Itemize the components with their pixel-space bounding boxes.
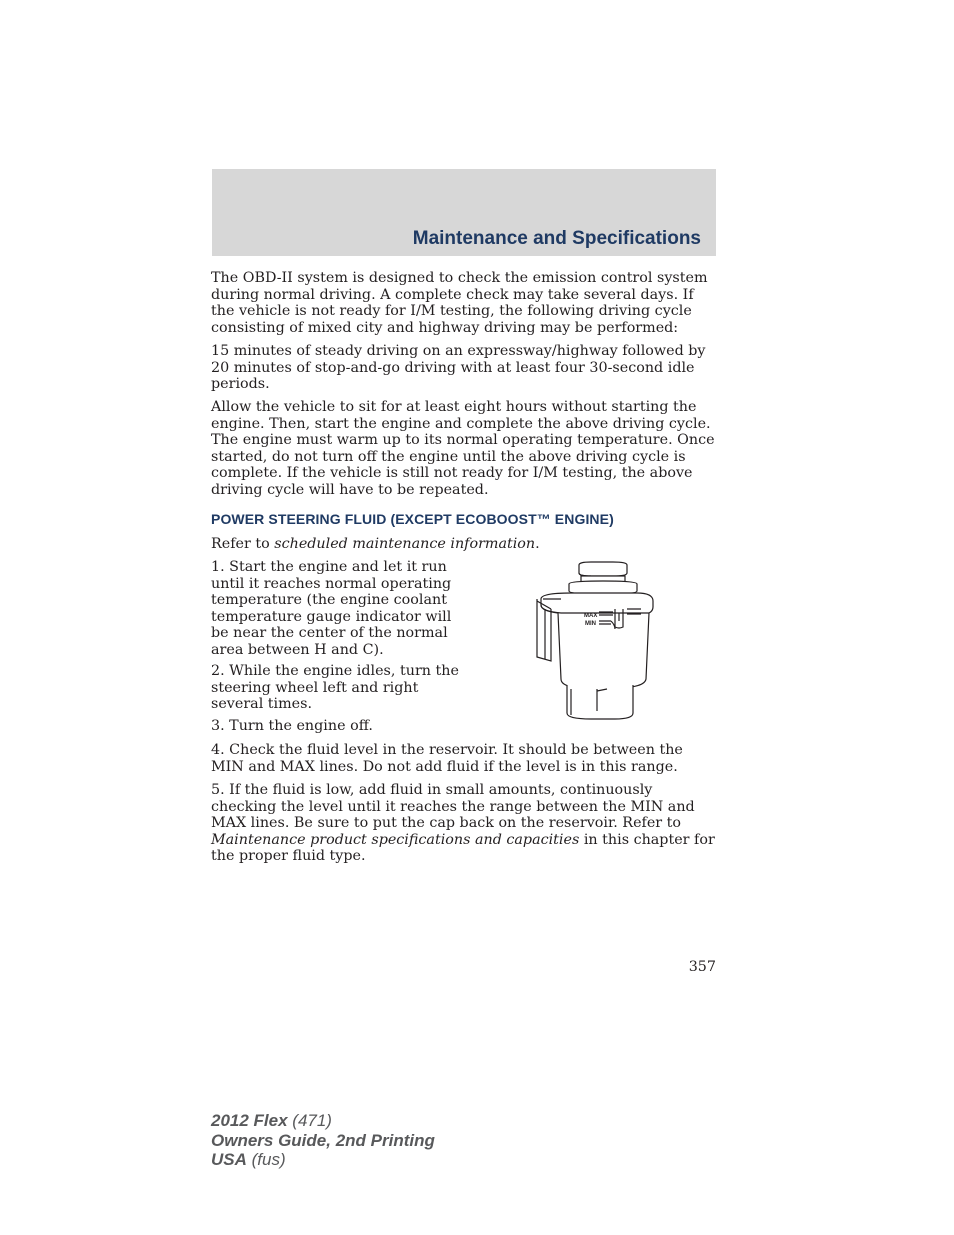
step-5-text: 5. If the fluid is low, add fluid in small amounts, continuously checking the level until it reaches the range between the MIN and MAX lines. Be sure to put the cap back on the reservoir. Refer to [211,782,695,831]
paragraph-obd-system: The OBD-II system is designed to check the emission control system during normal driving. A complete check may take several days. If the vehicle is not ready for I/M testing, the following driving cycle consisting of mixed city and highway driving may be performed: [211,270,708,336]
reservoir-level-labels [531,561,659,721]
footer-line-3 [211,1150,435,1170]
footer-line-1 [211,1111,435,1131]
min-label: MIN [585,621,596,627]
refer-suffix: . [535,536,540,552]
refer-prefix: Refer to [211,536,275,552]
step-4: 4. Check the fluid level in the reservoir. It should be between the MIN and MAX lines. Do not add fluid if the level is in this range. [211,742,683,775]
specifications-link: Maintenance product specifications and capacities [211,831,580,848]
step-3: 3. Turn the engine off. [211,718,373,734]
step-1: 1. Start the engine and let it run until it reaches normal operating temperature (the engine coolant temperature gauge indicator will be near the center of the normal area between H and C). [211,559,452,658]
step-2: 2. While the engine idles, turn the steering wheel left and right several times. [211,663,459,712]
footer-guide: Owners Guide, 2nd Printing [211,1130,435,1150]
refer-paragraph [211,536,717,553]
footer-model: 2012 Flex [211,1111,288,1130]
paragraph-driving-cycle: 15 minutes of steady driving on an expressway/highway followed by 20 minutes of stop-and-go driving with at least four 30-second idle periods. [211,343,706,392]
scheduled-maintenance-link: scheduled maintenance information [274,536,536,552]
footer-model-code: (471) [287,1111,332,1130]
footer-line-2 [211,1131,435,1151]
step-5-text-end: in this chapter for the proper fluid type. [211,831,715,864]
paragraph-repeat-cycle: Allow the vehicle to sit for at least eight hours without starting the engine. Then, start the engine and complete the above driving cycle. The engine must warm up to its normal operating temperature. Once started, do not turn off the engine until the above driving cycle is complete. If the vehicle is still not ready for I/M testing, the above driving cycle will have to be repeated. [211,399,715,498]
step-5 [211,782,717,865]
section-heading-power-steering: POWER STEERING FLUID (EXCEPT ECOBOOST™ ENGINE) [211,511,614,527]
page-number: 357 [688,959,716,975]
chapter-title: Maintenance and Specifications [412,228,701,249]
footer-market-code: (fus) [246,1150,286,1169]
footer-market: USA [211,1150,247,1169]
chapter-header-band [212,169,716,256]
document-footer [211,1111,435,1170]
max-label: MAX [584,613,598,619]
